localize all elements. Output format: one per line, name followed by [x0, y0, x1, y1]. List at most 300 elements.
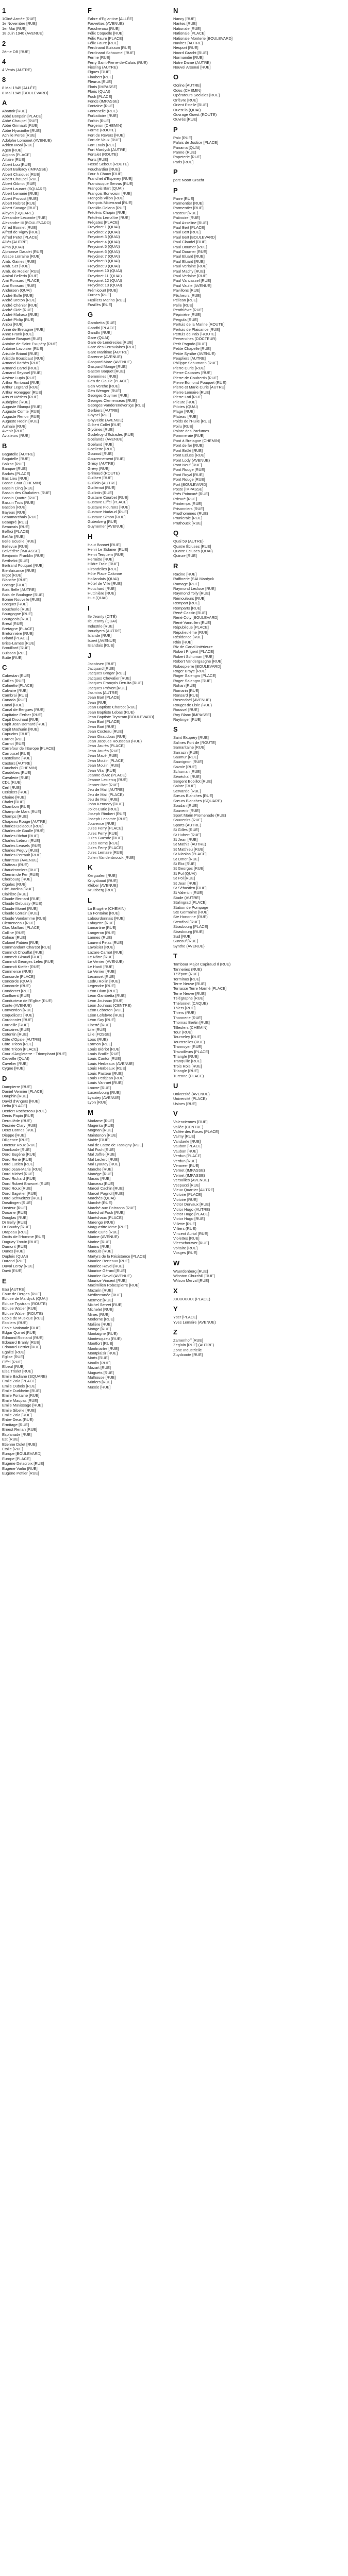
- street-entry: Marceau [RUE]: [88, 1181, 114, 1186]
- street-entry: Albert Balleroy (IMPASSE): [2, 167, 48, 172]
- street-entry: Ste Germaine [RUE]: [173, 910, 209, 915]
- street-entry: Marcel Cachin [RUE]: [88, 1186, 124, 1191]
- street-entry: Louvre [RUE]: [88, 1085, 111, 1090]
- street-entry: Chartreux (AVENUE): [2, 857, 39, 862]
- street-entry: Cabestan [RUE]: [2, 673, 30, 679]
- street-entry: André Bolle [RUE]: [2, 293, 34, 298]
- street-entry: Jules Ferry [RUE]: [88, 831, 119, 836]
- street-entry: Claude Lorrain [RUE]: [2, 911, 39, 916]
- street-entry: Albert Rebret [RUE]: [2, 200, 37, 206]
- street-entry: Sergent Bobillot [RUE]: [173, 779, 212, 784]
- street-entry: Mazarin [RUE]: [88, 1287, 113, 1293]
- street-entry: Turenne (PLACE): [173, 1073, 204, 1078]
- street-entry: Benjamin Franklin [RUE]: [2, 553, 45, 558]
- street-entry: Alfred Petot [PLACE]: [2, 234, 39, 240]
- street-entry: Commdt Kieffer [RUE]: [2, 964, 41, 969]
- street-entry: Robert Prigent [PLACE]: [173, 649, 214, 654]
- street-entry: Freycinet 5 (QUAI): [88, 244, 120, 249]
- street-entry: Anne de Bretagne [RUE]: [2, 327, 45, 332]
- section-letter: Q: [173, 529, 179, 537]
- street-entry: Plateau [RUE]: [173, 414, 198, 419]
- street-entry: Jeanne d'Arc (PLACE): [88, 772, 127, 777]
- street-entry: Jean Jaurès [RUE]: [88, 748, 120, 753]
- street-entry: Bienfaisance [RUE]: [2, 568, 36, 573]
- street-entry: Eugène Pottier [RUE]: [2, 1470, 39, 1476]
- street-entry: Gemmines [RUE]: [88, 374, 118, 379]
- street-entry: Colmar [RUE]: [2, 935, 26, 940]
- section-letter: K: [88, 863, 93, 872]
- letter-section: [88, 1108, 172, 1390]
- street-entry: Petit Pagodo [RUE]: [173, 341, 207, 346]
- street-entry: Rohan [RUE]: [173, 683, 196, 688]
- street-entry: Ouest la (QUAI): [173, 107, 201, 112]
- street-entry: Michelet [RUE]: [88, 1307, 114, 1312]
- street-entry: Victoire [RUE]: [173, 1197, 197, 1202]
- street-entry: Gén Verche [RUE]: [88, 383, 120, 388]
- street-entry: Aviateurs [RUE]: [2, 433, 30, 438]
- street-entry: Concorde (RUE): [2, 984, 31, 989]
- street-entry: Eiffel (RUE): [2, 1359, 23, 1364]
- street-entry: Ramage [RUE]: [173, 581, 200, 586]
- street-entry: Vosges [RUE]: [173, 1250, 197, 1256]
- street-entry: Robert Vandergaeghe [RUE]: [173, 659, 223, 664]
- street-entry: Fusillés [RUE]: [88, 302, 112, 307]
- street-entry: Alma (QUAI): [2, 244, 24, 249]
- street-entry: Louis Pasteur [RUE]: [88, 1071, 123, 1076]
- street-entry: Paul Vancassel [RUE]: [173, 278, 211, 283]
- street-entry: Gustave Eiffel [PLACE]: [88, 500, 128, 505]
- street-entry: Paul Verlaine [RUE]: [173, 264, 208, 269]
- letter-section: [2, 1074, 87, 1274]
- street-entry: Pont de fer [RUE]: [173, 443, 204, 448]
- street-entry: Carrefour de l'Europe [PLACE]: [2, 746, 55, 751]
- street-entry: Antoine Bosquet [RUE]: [2, 336, 42, 342]
- street-entry: Pilotes (QUAI): [173, 404, 198, 410]
- street-entry: St Pol [RUE]: [173, 876, 195, 881]
- street-entry: Claude Monet [RUE]: [2, 906, 38, 911]
- street-entry: Orient Estelle [RUE]: [173, 103, 208, 108]
- street-entry: Commerce (RUE): [2, 969, 33, 974]
- street-entry: Auguste Renoir [RUE]: [2, 414, 40, 419]
- letter-section: [173, 1109, 258, 1255]
- street-entry: Tilleulers (CHEMIN): [173, 1025, 208, 1030]
- street-entry: Ferdinand Buisson [RUE]: [88, 45, 131, 50]
- section-letter: U: [173, 1082, 178, 1090]
- letter-section: [2, 57, 87, 72]
- street-entry: Villette [RUE]: [173, 1221, 196, 1226]
- letter-section: [173, 1286, 258, 1301]
- index-column: [88, 3, 173, 1479]
- street-entry: 1Giné Armée [RUE]: [2, 16, 36, 21]
- street-entry: Le Hardi [RUE]: [88, 964, 114, 969]
- street-entry: Duval Leroy [RUE]: [2, 1263, 35, 1268]
- street-entry: Albert Lou [RUE]: [2, 162, 31, 167]
- street-entry: Lyon [RUE]: [88, 1100, 108, 1105]
- street-entry: Aiglons [PLACE]: [2, 152, 31, 157]
- street-entry: Freycinet 10 (QUAI): [88, 268, 122, 274]
- street-entry: Dord Roux [RUE]: [2, 1186, 32, 1191]
- street-entry: Ermitage [RUE]: [2, 1422, 29, 1427]
- section-letter: P: [173, 186, 178, 194]
- street-entry: Cuvelier [RUE]: [2, 1061, 28, 1066]
- street-entry: Egalité [RUE]: [2, 1349, 26, 1354]
- street-entry: Chaudronniers [RUE]: [2, 867, 39, 872]
- street-entry: Moderne [RUE]: [88, 1317, 114, 1322]
- street-entry: Lavoisier [RUE]: [88, 945, 115, 950]
- street-entry: 1e Novembre [RUE]: [2, 21, 37, 26]
- street-entry: Mal de Lattre de Tassigny [RUE]: [88, 1142, 143, 1147]
- street-entry: Victor Hugo [RUE]: [173, 1216, 205, 1222]
- street-entry: Guynemer [AVENUE]: [88, 524, 125, 529]
- section-letter: A: [2, 99, 7, 107]
- street-entry: Arthur Legrand [RUE]: [2, 385, 40, 390]
- street-entry: Paul Claudel [RUE]: [173, 240, 207, 245]
- street-entry: Cavalerie [RUE]: [2, 775, 30, 780]
- street-entry: Castors [AUTRE]: [2, 760, 32, 766]
- street-entry: Zone Industrielle: [173, 1347, 202, 1352]
- section-letter: E: [2, 1277, 7, 1285]
- street-entry: Neuport [RUE]: [173, 45, 198, 50]
- street-entry: Printemps [RUE]: [173, 501, 202, 506]
- street-entry: Clairière [RUE]: [2, 891, 28, 896]
- street-entry: Fort Mardyck [AUTRE]: [88, 147, 127, 152]
- street-entry: 2ème DB [RUE]: [2, 49, 30, 54]
- street-entry: Valmy [RUE]: [173, 1134, 195, 1139]
- street-entry: Capitaine Ferber [RUE]: [2, 712, 42, 717]
- street-entry: Marché aux Poissons [RUE]: [88, 1205, 136, 1210]
- street-entry: Bertrand Fouquet [RUE]: [2, 563, 44, 568]
- street-entry: Roy Blanc [IMPASSE]: [173, 712, 211, 717]
- letter-section: [88, 310, 172, 529]
- street-entry: Dupleix (QUAI): [2, 1253, 28, 1259]
- street-entry: Gustave Simon [RUE]: [88, 514, 126, 519]
- street-entry: Orfèvre [RUE]: [173, 97, 198, 103]
- street-entry: Nouvel Arsenal [RUE]: [173, 65, 211, 70]
- street-entry: Parmentier [RUE]: [173, 206, 204, 211]
- street-entry: Rempart [RUE]: [173, 601, 200, 606]
- street-entry: François Mitterrand [RUE]: [88, 200, 132, 206]
- street-entry: Louis Blériot [RUE]: [88, 1046, 121, 1052]
- street-entry: Charles Delacour [RUE]: [2, 823, 44, 828]
- street-entry: Iroudiyers (AUTRE): [88, 628, 122, 633]
- street-entry: Vernet (IMPASSE): [173, 1168, 205, 1173]
- section-letter: B: [2, 442, 7, 450]
- street-entry: Bourgogne [RUE]: [2, 612, 32, 617]
- street-entry: Abbé Hyacinthe [RUE]: [2, 128, 41, 133]
- street-entry: Prieuré [RUE]: [173, 496, 197, 501]
- street-entry: Furnes [RUE]: [88, 293, 111, 298]
- street-entry: Pont Rouge [RUE]: [173, 477, 205, 482]
- street-entry: Gouvernement [RUE]: [88, 456, 125, 461]
- section-letter: R: [173, 562, 178, 570]
- street-entry: Colline [RUE]: [2, 930, 26, 935]
- section-letter: 2: [2, 39, 6, 47]
- street-entry: Etoile [RUE]: [2, 1446, 23, 1451]
- letter-section: [173, 73, 258, 122]
- street-entry: Magnan [RUE]: [88, 1128, 113, 1133]
- street-entry: Commdt Georges Lelec [RUE]: [2, 959, 55, 964]
- street-entry: Freycinet 9 (QUAI): [88, 263, 120, 268]
- street-entry: Eugène Delacroix [RUE]: [2, 1461, 44, 1466]
- street-entry: Hermitte [RUE]: [88, 557, 114, 562]
- street-entry: Godefroy d'Estrades [RUE]: [88, 432, 135, 437]
- street-entry: Stade (AUTRE): [173, 895, 201, 900]
- street-entry: Nationale [PLACE]: [173, 31, 206, 36]
- street-entry: Pelle [RUE]: [173, 302, 193, 308]
- street-entry: Frégates [PLACE]: [88, 220, 119, 225]
- street-entry: Fleurus [RUE]: [88, 79, 112, 84]
- street-entry: Foch [PLACE]: [88, 94, 112, 99]
- street-entry: Pont Lody (AVENUE): [173, 457, 210, 463]
- street-entry: Pierre Lemaire [RUE]: [173, 389, 210, 395]
- street-entry: Grévy [RUE]: [88, 466, 110, 471]
- street-entry: Romarin [RUE]: [173, 688, 200, 693]
- street-entry: Henri Le Sidaner [RUE]: [88, 547, 128, 552]
- street-entry: Maurice Ravel [RUE]: [88, 1263, 124, 1268]
- street-entry: Gén Wenger [RUE]: [88, 388, 121, 394]
- street-entry: Vallée (CENTRE): [173, 1124, 204, 1129]
- street-entry: Fort Louis [RUE]: [88, 142, 117, 147]
- street-entry: Strasbourg [RUE]: [173, 929, 204, 934]
- street-entry: Raffinerie (SAI Mardyck: [173, 577, 214, 582]
- street-entry: Alliés [AUTRE]: [2, 240, 28, 245]
- street-entry: Corsaires [RUE]: [2, 1027, 30, 1032]
- street-entry: Tourneley [RUE]: [173, 1035, 202, 1040]
- letter-section: [173, 6, 258, 70]
- street-entry: Pointe des Parfumes: [173, 429, 209, 434]
- street-entry: Bassin des Chalutiers [RUE]: [2, 490, 51, 496]
- street-entry: Gustave Flourens [RUE]: [88, 504, 130, 510]
- street-entry: Quai 59 (AUTRE): [173, 539, 204, 544]
- street-entry: Savoie [RUE]: [173, 764, 197, 769]
- street-entry: Aristide Boucicaut [RUE]: [2, 355, 45, 361]
- street-entry: Auguste Rodin [RUE]: [2, 419, 39, 424]
- street-entry: Jules Ferry [PLACE]: [88, 826, 123, 831]
- street-entry: Jean Macé [RUE]: [88, 753, 118, 758]
- street-entry: Robespierre [BOULEVARD]: [173, 664, 221, 669]
- street-entry: Jules Guesde [RUE]: [88, 836, 123, 841]
- street-entry: Ste Honorine (RUE): [173, 914, 208, 920]
- street-entry: Legendre [RUE]: [88, 984, 115, 989]
- street-entry: Bellevue [RUE]: [2, 544, 28, 549]
- street-entry: Bois de Boulogne [RUE]: [2, 592, 44, 597]
- street-entry: Jacques Brogar [RUE]: [88, 671, 126, 676]
- street-entry: Joliot-Curie [RUE]: [88, 806, 119, 811]
- street-entry: Forgeron (CHEMIN): [88, 123, 123, 128]
- letter-section: [2, 39, 87, 54]
- street-entry: St Sébastien [RUE]: [173, 886, 207, 890]
- street-entry: Marie Curie [RUE]: [88, 1229, 119, 1234]
- street-entry: Emile Mavissage [RUE]: [2, 1403, 43, 1408]
- street-entry: Dord Schweitzer [RUE]: [2, 1196, 42, 1200]
- street-entry: Lille [FOSSE]: [88, 1032, 111, 1037]
- street-entry: Freycinet 8 (QUAI): [88, 259, 120, 264]
- street-entry: Conducteur de l'Eglise (RUE): [2, 998, 53, 1003]
- street-entry: Jean Moulin [PLACE]: [88, 758, 125, 763]
- street-entry: Dr Boudry [RUE]: [2, 1225, 31, 1230]
- section-letter: X: [173, 1286, 178, 1295]
- street-entry: Gilbert Collet [RUE]: [88, 422, 122, 427]
- street-entry: Mal Joffre [RUE]: [88, 1152, 116, 1157]
- street-entry: Travailleurs [PLACE]: [173, 1049, 209, 1054]
- street-entry: St Mathis (AUTRE): [173, 842, 206, 847]
- street-entry: Lafayette [RUE]: [88, 921, 115, 926]
- section-letter: V: [173, 1110, 178, 1118]
- street-entry: Albert Chaiquet [RUE]: [2, 172, 40, 177]
- street-entry: Freycinet 6 (QUAI): [88, 249, 120, 254]
- street-entry: Fauvettes (AVENUE): [88, 21, 124, 26]
- street-entry: Téléport (RUE): [173, 972, 200, 977]
- letter-section: [88, 651, 172, 860]
- street-entry: Gén de Gaulle [PLACE]: [88, 379, 129, 384]
- street-entry: Vandaele [RUE]: [173, 1139, 201, 1144]
- street-entry: Emile Maupas [RUE]: [2, 1398, 38, 1403]
- letter-section: [2, 75, 87, 95]
- street-entry: Servantie [RUE]: [173, 788, 201, 793]
- street-entry: Albert Savage [RUE]: [2, 206, 38, 211]
- street-entry: Prés Poincaré [RUE]: [173, 492, 209, 497]
- street-entry: Duguay Trouin [RUE]: [2, 1239, 39, 1244]
- street-entry: 8 Mai 1945 [ALLÉE]: [2, 86, 37, 91]
- street-entry: Gare (QUAI): [88, 335, 110, 340]
- street-entry: Montmartre [RUE]: [88, 1346, 119, 1351]
- letter-section: [2, 6, 87, 36]
- street-entry: Félix Coquelle [RUE]: [88, 31, 124, 36]
- street-entry: Station de Pompage: [173, 905, 208, 910]
- street-entry: Concorde [PLACE]: [2, 974, 35, 979]
- street-entry: Denfert Rochereau (RUE): [2, 1108, 47, 1113]
- street-entry: Sœurs Blanches [RUE]: [173, 793, 213, 799]
- street-entry: Hirondelles [RUE]: [88, 566, 119, 571]
- street-entry: Antoine Lavoisier [RUE]: [2, 346, 43, 351]
- street-entry: Bayeux [RUE]: [2, 510, 27, 515]
- street-entry: Verdun [PLACE]: [173, 1154, 202, 1159]
- street-entry: Huit (QUAI): [88, 596, 108, 601]
- street-entry: Coquelicots [RUE]: [2, 1012, 34, 1018]
- street-entry: Adolphe Lomonet (AVENUE): [2, 138, 52, 143]
- street-entry: Saumur [RUE]: [173, 755, 198, 760]
- street-entry: Ruytinger [RUE]: [173, 717, 202, 722]
- street-entry: Paul Bert [RUE]: [173, 230, 201, 235]
- street-entry: Lille [RUE]: [88, 1027, 106, 1032]
- street-entry: Cerisiers [RUE]: [2, 790, 29, 795]
- street-entry: Surcouf [RUE]: [173, 939, 198, 944]
- street-entry: Vieux Quartier [AUTRE]: [173, 1187, 214, 1192]
- street-entry: Quinze [RUE]: [173, 553, 197, 558]
- street-entry: Voltaire [RUE]: [173, 1245, 198, 1250]
- street-entry: Claude Debussy (RUE): [2, 901, 42, 906]
- street-entry: Arts et Métiers [RUE]: [2, 395, 39, 400]
- street-entry: Gaston Baquet [RUE]: [88, 369, 125, 374]
- street-entry: Dord Sagelier [RUE]: [2, 1191, 37, 1196]
- street-entry: CDL (RUE): [2, 780, 22, 785]
- street-entry: Gandhi [RUE]: [88, 330, 112, 335]
- street-entry: Hollandais (QUAI): [88, 576, 119, 581]
- street-entry: Louis Petitjean [RUE]: [88, 1076, 125, 1081]
- street-entry: Le Verrier [RUE]: [88, 969, 116, 974]
- street-entry: Sauvignon [RUE]: [173, 759, 203, 765]
- street-entry: Albert Laurant (SQUARE): [2, 186, 46, 191]
- street-entry: Dord Michel [RUE]: [2, 1171, 35, 1176]
- street-entry: Cygne [RUE]: [2, 1066, 25, 1071]
- street-entry: Terminus [RUE]: [173, 976, 201, 981]
- street-entry: Philippe Schumann [RUE]: [173, 361, 218, 366]
- street-entry: Bassin Cinq [RUE]: [2, 485, 35, 490]
- street-entry: Vauban [RUE]: [173, 1148, 198, 1154]
- street-entry: Buisson [RUE]: [2, 650, 27, 655]
- section-letter: T: [173, 952, 177, 960]
- street-entry: Wilson Merval [RUE]: [173, 1278, 209, 1283]
- street-entry: Champ de Mars [RUE]: [2, 809, 41, 814]
- street-entry: Paul Asseline [RUE]: [173, 220, 208, 225]
- street-entry: Charles Bichat [RUE]: [2, 833, 39, 838]
- street-entry: Roger Braye [RUE]: [173, 668, 207, 673]
- street-entry: René Cassin [RUE]: [173, 611, 207, 616]
- street-entry: Télégraphe [RUE]: [173, 996, 205, 1001]
- street-entry: Est [RUE]: [2, 1437, 19, 1442]
- letter-section: [173, 1304, 258, 1325]
- street-entry: Kléber [AVENUE]: [88, 883, 118, 888]
- street-entry: Paul Eluard [RUE]: [173, 254, 205, 259]
- street-entry: Lormon [RUE]: [88, 1042, 112, 1047]
- street-entry: Dosteur [RUE]: [2, 1205, 27, 1210]
- street-entry: Pierre Cabanes [RUE]: [173, 370, 212, 376]
- street-entry: Guillemot [RUE]: [88, 485, 115, 490]
- street-entry: Alexandre Lecomte [RUE]: [2, 215, 47, 221]
- street-entry: Cordonnier [RUE]: [2, 1018, 33, 1023]
- street-entry: St Eloi [RUE]: [173, 861, 196, 866]
- section-letter: 4: [2, 58, 6, 66]
- street-entry: Arsène Lupin [RUE]: [2, 375, 37, 380]
- street-entry: Eugène Varlin [RUE]: [2, 1466, 38, 1471]
- street-entry: Ecluse Trystram (ROUTE): [2, 1301, 47, 1306]
- street-entry: Petite Chapelle [RUE]: [173, 346, 211, 351]
- letter-section: [173, 186, 258, 526]
- street-entry: Albert Lemarié [RUE]: [2, 191, 39, 196]
- street-entry: Bas Lieu [RUE]: [2, 476, 29, 481]
- street-entry: Bretagne [PLACE]: [2, 626, 34, 631]
- street-entry: Liberté [RUE]: [88, 1022, 111, 1027]
- street-entry: Léon Jouhaux [RUE]: [88, 998, 124, 1003]
- street-entry: Yser [PLACE]: [173, 1315, 197, 1320]
- street-entry: St Nicolas [PLACE]: [173, 852, 207, 857]
- street-entry: Duvit [RUE]: [2, 1268, 23, 1274]
- street-entry: Forbattoire [RUE]: [88, 113, 118, 118]
- street-entry: Paul Eluard [RUE]: [173, 259, 205, 264]
- street-entry: Dord Eugène [RUE]: [2, 1152, 37, 1157]
- street-entry: Franchet d'Esperey [RUE]: [88, 176, 132, 181]
- street-entry: Jean Cocteau [RUE]: [88, 729, 123, 734]
- street-entry: Belle Ecuelle [RUE]: [2, 539, 36, 544]
- street-entry: Méditerranée [RUE]: [88, 1293, 122, 1298]
- street-entry: Kergualen [RUE]: [88, 873, 117, 878]
- street-entry: Amiral Bellerin [RUE]: [2, 274, 39, 279]
- street-entry: Chapeau Rouge [AUTRE]: [2, 819, 47, 824]
- street-entry: Victor Dervaux [RUE]: [173, 1202, 210, 1207]
- street-entry: Ghysel [RUE]: [88, 413, 111, 418]
- street-entry: Albert Pruvost [RUE]: [2, 196, 38, 201]
- street-entry: Emile Fontaine [RUE]: [2, 1393, 40, 1398]
- street-entry: Gerbiers [AUTRE]: [88, 408, 119, 413]
- section-letter: L: [88, 896, 92, 904]
- street-entry: Pont Neuf [RUE]: [173, 462, 202, 467]
- street-entry: Tranquille [RUE]: [173, 1059, 202, 1064]
- street-entry: Vincent Auriol [RUE]: [173, 1231, 208, 1236]
- street-entry: Terre Neuve [RUE]: [173, 991, 206, 996]
- street-entry: St Omer [RUE]: [173, 856, 200, 861]
- street-entry: Nancy [RUE]: [173, 16, 196, 21]
- street-entry: Usines [RUE]: [173, 1101, 197, 1106]
